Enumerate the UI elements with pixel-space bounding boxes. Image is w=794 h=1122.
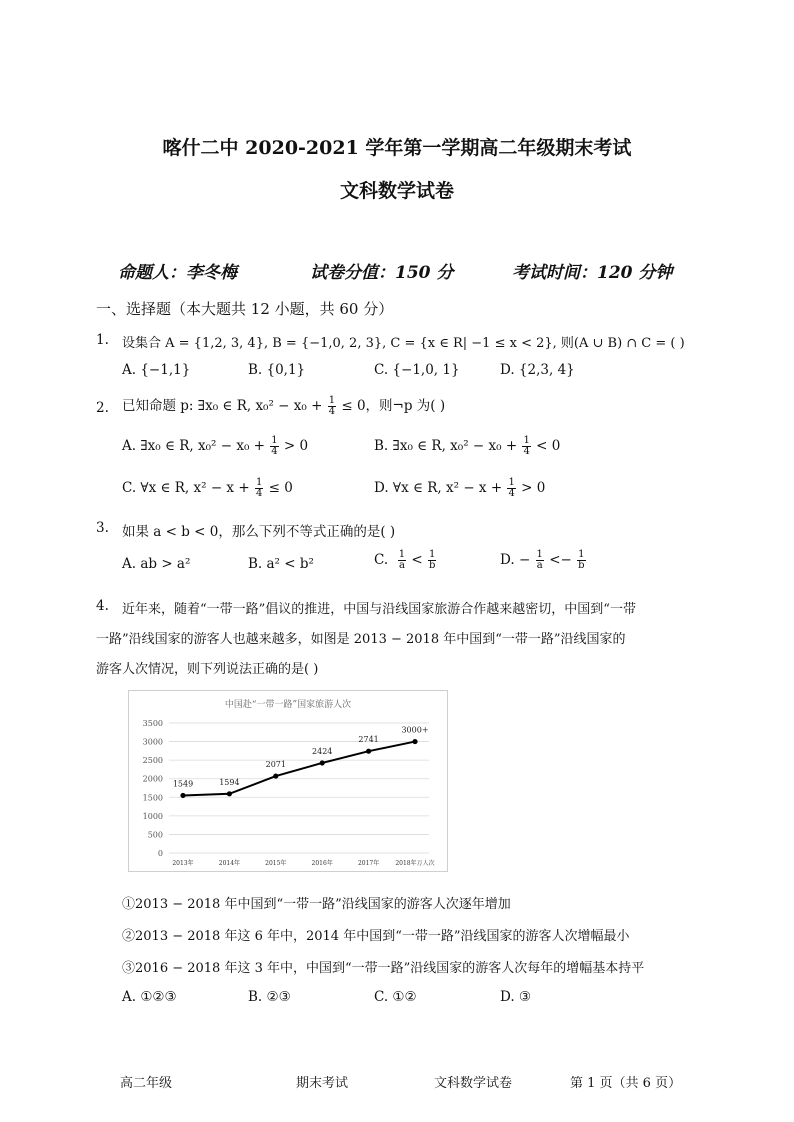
chart-x-tick-labels [172, 859, 434, 867]
chart-y-tick-label: 1000 [142, 811, 163, 821]
q3-option-c[interactable]: C. $\frac{1}{a}$ < $\frac{1}{b}$ [374, 549, 436, 571]
q1-option-c[interactable]: C. {−1,0, 1} [374, 362, 460, 378]
chart-y-tick-label: 3500 [142, 719, 163, 728]
q2-option-b[interactable]: B. ∃x₀ ∈ R, x₀² − x₀ + $\frac{1}{4}$ < 0 [374, 435, 561, 457]
q2-number: 2. [96, 400, 109, 416]
q4-statement-1: ①2013 − 2018 年中国到“一带一路”沿线国家的游客人次逐年增加 [122, 897, 511, 912]
q4-option-d[interactable]: D. ③ [500, 989, 532, 1005]
q1-option-a[interactable]: A. {−1,1} [122, 362, 191, 378]
chart-x-tick-label: 2014年 [218, 860, 241, 867]
q4-statement-3: ③2016 − 2018 年这 3 年中，中国到“一带一路”沿线国家的游客人次每年的增幅基本持平 [122, 961, 645, 976]
footer-exam: 期末考试 [296, 1076, 349, 1091]
footer-grade: 高二年级 [120, 1076, 173, 1091]
chart-x-tick-label: 2017年 [357, 860, 380, 867]
q4-statement-2: ②2013 − 2018 年这 6 年中，2014 年中国到“一带一路”沿线国家的游客人次增幅最小 [122, 929, 630, 944]
chart-x-tick-label: 2018年万人次 [395, 860, 435, 867]
score-label: 试卷分值：150 分 [310, 263, 454, 283]
chart-svg [129, 691, 447, 871]
q4-number: 4. [96, 598, 109, 614]
chart-y-tick-label: 500 [147, 830, 163, 840]
chart-y-tick-label: 2500 [142, 756, 163, 766]
q2-option-a[interactable]: A. ∃x₀ ∈ R, x₀² − x₀ + $\frac{1}{4}$ > 0 [122, 435, 309, 457]
tourism-line-chart [128, 690, 448, 872]
q2-option-c[interactable]: C. ∀x ∈ R, x² − x + $\frac{1}{4}$ ≤ 0 [122, 477, 293, 499]
fraction-quarter: $\frac{1}{4}$ [328, 395, 336, 417]
chart-data-label: 2741 [358, 735, 379, 745]
exam-title: 喀什二中 2020-2021 学年第一学期高二年级期末考试 [162, 137, 632, 159]
chart-grid [169, 723, 429, 853]
chart-data-label: 2424 [312, 746, 333, 756]
chart-y-tick-label: 0 [157, 849, 163, 858]
chart-point [227, 791, 232, 796]
q2-option-d[interactable]: D. ∀x ∈ R, x² − x + $\frac{1}{4}$ > 0 [374, 477, 546, 499]
chart-x-tick-label: 2015年 [265, 860, 287, 867]
chart-data-label: 3000+ [401, 725, 429, 735]
chart-x-tick-label: 2016年 [311, 860, 333, 867]
q3-stem: 如果 a < b < 0，那么下列不等式正确的是( ) [122, 524, 396, 540]
chart-point [412, 739, 417, 744]
chart-point [366, 749, 371, 754]
chart-title: 中国赴“一带一路”国家旅游人次 [224, 700, 352, 710]
chart-point [320, 760, 325, 765]
q1-number: 1. [96, 332, 109, 348]
q4-option-a[interactable]: A. ①②③ [122, 989, 177, 1005]
chart-data-label: 1594 [219, 777, 240, 787]
q3-option-a[interactable]: A. ab > a² [122, 556, 191, 572]
exam-subtitle: 文科数学试卷 [339, 180, 454, 202]
q2-stem: 已知命题 p: ∃x₀ ∈ R, x₀² − x₀ + $\frac{1}{4}$ ≤ 0，则¬p 为( ) [122, 395, 446, 417]
q3-option-d[interactable]: D. − $\frac{1}{a}$ <− $\frac{1}{b}$ [500, 549, 585, 571]
q4-line-3: 游客人次情况，则下列说法正确的是( ) [96, 662, 319, 677]
footer-paper: 文科数学试卷 [434, 1076, 513, 1091]
chart-y-tick-label: 2000 [142, 774, 163, 784]
q1-option-b[interactable]: B. {0,1} [248, 362, 306, 378]
q4-option-b[interactable]: B. ②③ [248, 989, 291, 1005]
footer-page: 第 1 页（共 6 页） [570, 1076, 682, 1091]
chart-data-label: 2071 [265, 760, 286, 770]
chart-y-tick-label: 3000 [142, 737, 163, 747]
q4-line-2: 一路”沿线国家的游客人也越来越多，如图是 2013 − 2018 年中国到“一带一路”沿线国家的 [96, 632, 626, 647]
q4-line-1: 近年来，随着“一带一路”倡议的推进，中国与沿线国家旅游合作越来越密切，中国到“一带 [122, 602, 636, 617]
chart-y-tick-labels [143, 719, 163, 858]
chart-point [273, 773, 278, 778]
chart-data-label: 1549 [172, 779, 194, 789]
chart-x-tick-label: 2013年 [172, 860, 194, 867]
q1-stem: 设集合 A = {1,2, 3, 4}, B = {−1,0, 2, 3}, C = {x ∈ R| −1 ≤ x < 2}, 则(A ∪ B) ∩ C = ( ) [122, 336, 685, 351]
q3-number: 3. [96, 520, 109, 536]
chart-series-line [183, 742, 415, 796]
q1-option-d[interactable]: D. {2,3, 4} [500, 362, 575, 378]
author-label: 命题人：李冬梅 [118, 263, 237, 283]
time-label: 考试时间：120 分钟 [512, 263, 673, 283]
chart-y-tick-label: 1500 [142, 793, 163, 803]
section-heading: 一、选择题（本大题共 12 小题，共 60 分） [96, 300, 394, 318]
q4-option-c[interactable]: C. ①② [374, 989, 417, 1005]
q3-option-b[interactable]: B. a² < b² [248, 556, 314, 572]
chart-point [180, 793, 185, 798]
